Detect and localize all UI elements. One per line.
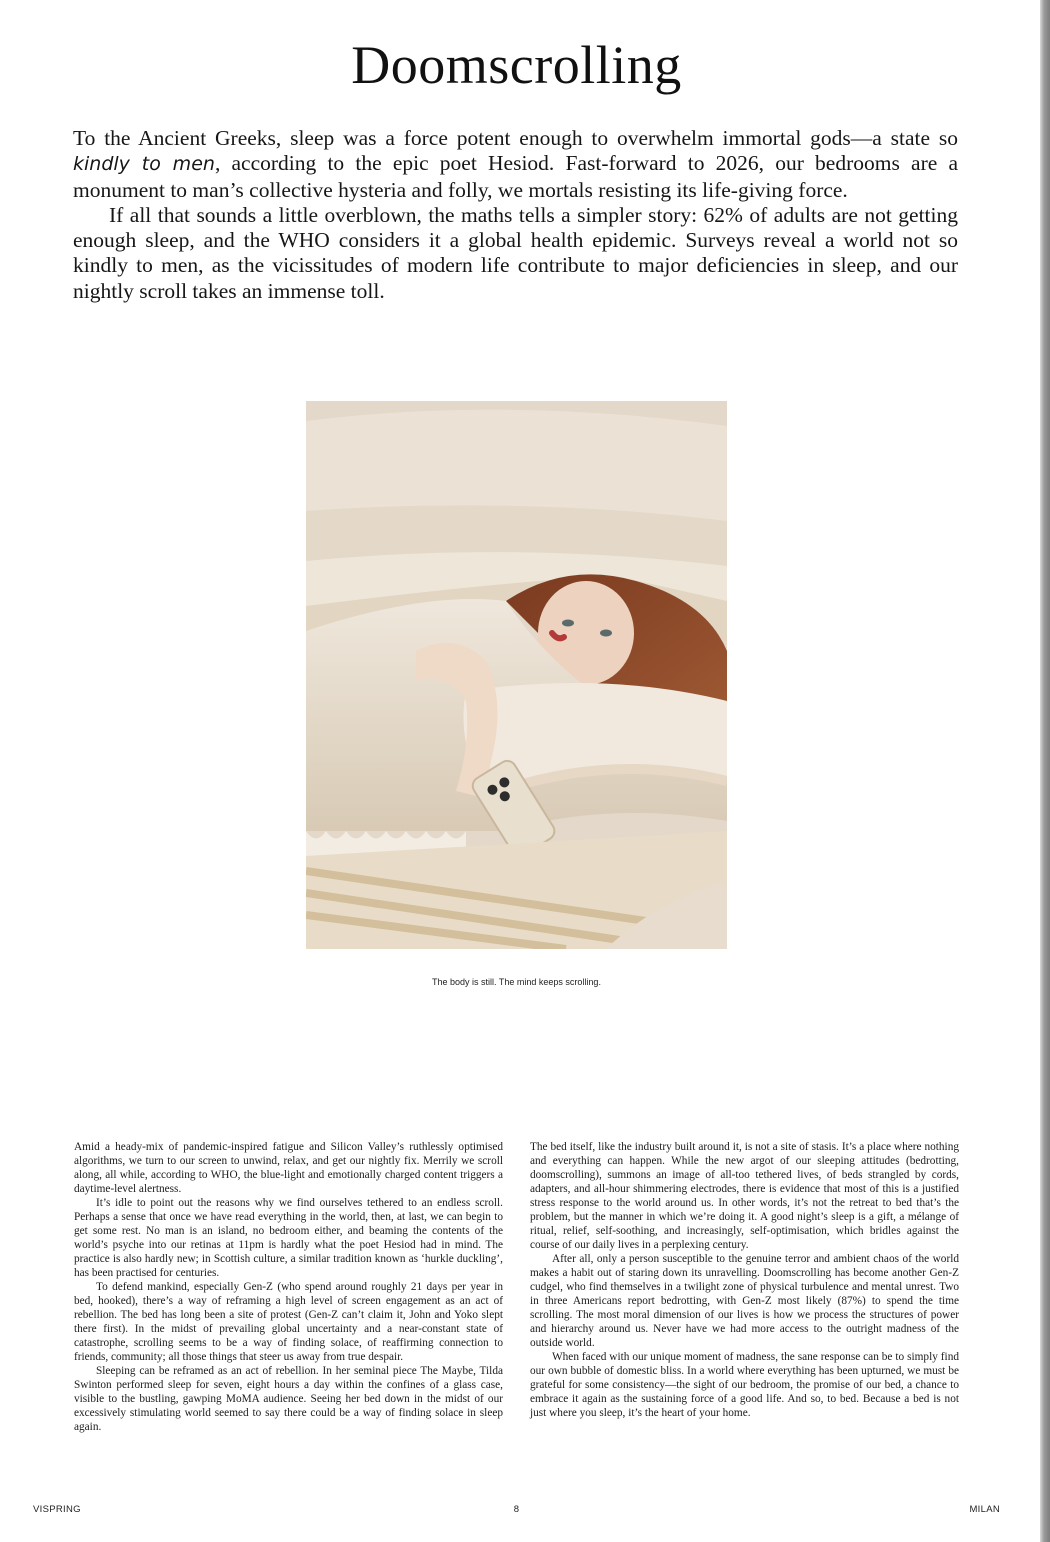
page-edge-shadow <box>1040 0 1050 1542</box>
intro-emphasis: kindly to men <box>73 153 215 176</box>
article-title: Doomscrolling <box>351 35 682 95</box>
body-paragraph: Amid a heady-mix of pandemic-inspired fatigue and Silicon Valley’s ruthlessly optimised algorithms, we turn to our screen to unwind, relax, and get our nightly fix. Merrily we scroll along, all while, according to WHO, the blue-light and emotionally charged content triggers a daytime-level alertness. <box>74 1141 503 1195</box>
body-paragraph: It’s idle to point out the reasons why we find ourselves tethered to an endless scroll. Perhaps a sense that once we have read everything in the world, then, at last, we can begin to get some rest. No man is an island, no bedroom either, and beaming the contents of the world’s psyche into our retinas at 11pm is hardly what the poet Hesiod had in mind. The practice is also hardly new; in Scottish culture, a similar tradition known as ‘hurkle duckling’, has been practised for centuries. <box>74 1197 503 1279</box>
intro-paragraph-2: If all that sounds a little overblown, the maths tells a simpler story: 62% of adults are not getting enough sleep, and the WHO considers it a global health epidemic. Surveys reveal a world not so kindly to men, as the vicissitudes of modern life contribute to major deficiencies in sleep, and our nightly scroll takes an immense toll. <box>73 202 958 303</box>
body-paragraph: After all, only a person susceptible to the genuine terror and ambient chaos of the world makes a habit out of staring down its unravelling. Doomscrolling has become another Gen-Z cudgel, who find themselves in a twilight zone of physical turbulence and mental unrest. Two in three Americans report bedrotting, with Gen-Z most likely (87%) to spend the time scrolling. The most moral dimension of our lives is how we process the structures of power and hierarchy around us. Never have we had more access to the outright madness of the outside world. <box>530 1253 959 1349</box>
body-paragraph: When faced with our unique moment of madness, the sane response can be to simply find our own bubble of domestic bliss. In a world where everything has been upturned, we must be grateful for some consistency—the sight of our bedroom, the promise of our bed, a chance to embrace it again as the sustaining force of a good life. And so, to bed. Because a bed is not just where you sleep, it’s the heart of your home. <box>530 1351 959 1419</box>
bed-illustration <box>306 401 727 949</box>
body-paragraph: The bed itself, like the industry built around it, is not a site of stasis. It’s a place where nothing and everything can happen. While the new argot of our sleeping attitudes (bedrotting, doomscrolling), summons an image of all-too tethered lives, of beds strangled by cords, adapters, and all-hour shimmering electrodes, there is evidence that most of this is a justified stress response to the world around us. In other words, it’s not the retreat to bed that’s the problem, but the manner in which we’re doing it. A good night’s sleep is a gift, a mélange of ritual, relief, self-soothing, and increasingly, self-optimisation, which bridles against the course of our daily lives in a perplexing century. <box>530 1141 959 1251</box>
intro-paragraph-1: To the Ancient Greeks, sleep was a force potent enough to overwhelm immortal gods—a state so kindly to men, according to the epic poet Hesiod. Fast-forward to 2026, our bedrooms are a monument to man’s collective hysteria and folly, we mortals resisting its life-giving force. <box>73 126 958 202</box>
footer-city: MILAN <box>969 1504 1000 1515</box>
body-paragraph: Sleeping can be reframed as an act of rebellion. In her seminal piece The Maybe, Tilda Swinton performed sleep for seven, eight hours a day within the confines of a glass case, visible to the bustling, gawping MoMA audience. Seeing her bed down in the midst of our excessively stimulating world seemed to say there could be a way of finding solace in sleep again. <box>74 1365 503 1433</box>
bed-photo <box>306 401 727 949</box>
body-column-right <box>530 1140 959 1420</box>
footer-page-number: 8 <box>513 1504 520 1515</box>
body-paragraph: To defend mankind, especially Gen-Z (who spend around roughly 21 days per year in bed, hooked), there’s a way of reframing a high level of screen engagement as an act of rebellion. The bed has long been a site of protest (Gen-Z can’t claim it, John and Yoko slept there first). In the midst of prevailing global uncertainty and a near-constant state of catastrophe, scrolling seems to be a way of finding solace, of reaffirming connection to friends, community; all those things that steer us away from true despair. <box>74 1281 503 1363</box>
footer-brand: VISPRING <box>33 1504 81 1515</box>
photo-caption: The body is still. The mind keeps scrolling. <box>432 977 601 987</box>
page-footer <box>0 1504 1040 1518</box>
article-intro <box>73 126 958 304</box>
body-column-left <box>74 1140 503 1434</box>
